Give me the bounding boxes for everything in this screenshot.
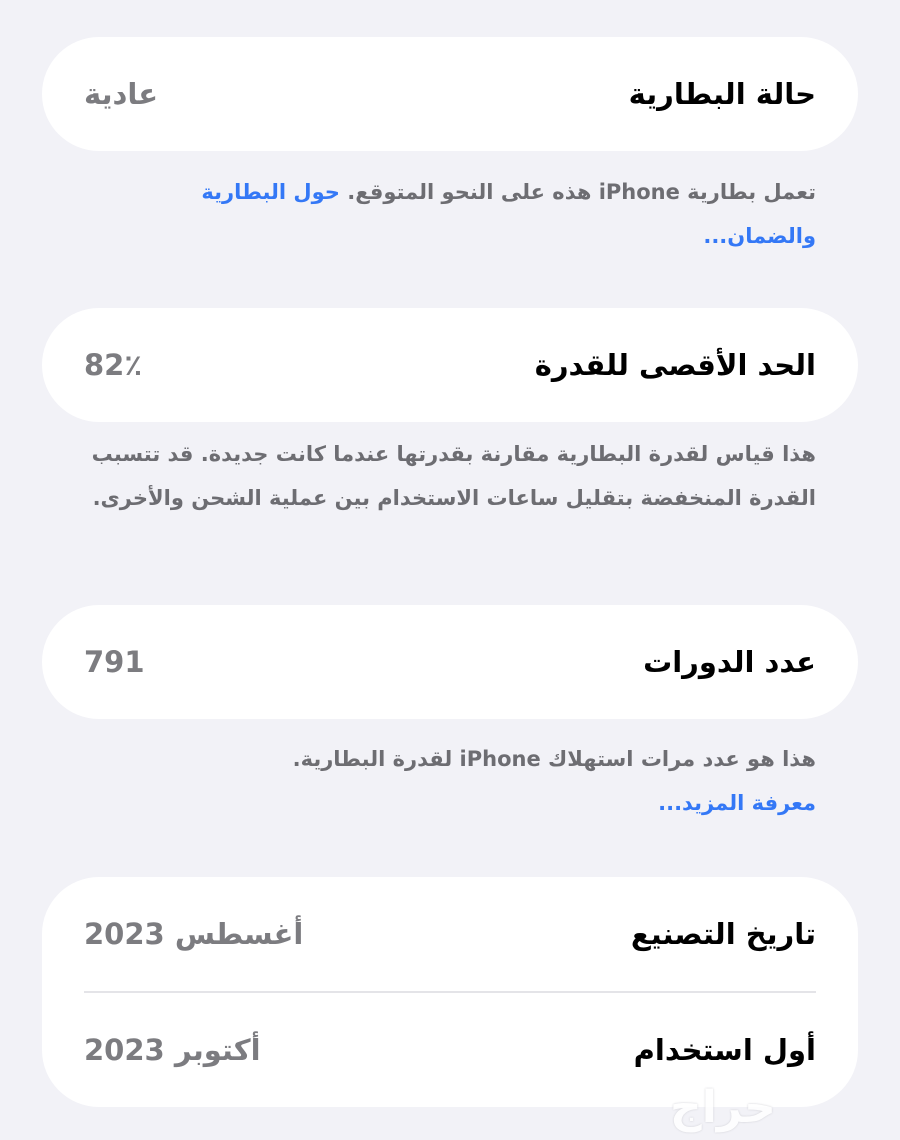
max-capacity-value: 82٪: [84, 348, 143, 382]
battery-health-description: تعمل بطارية iPhone هذه على النحو المتوقع.: [347, 180, 816, 204]
cycle-count-card: [42, 605, 858, 719]
dates-card: [42, 877, 858, 1107]
battery-health-value: عادية: [84, 77, 159, 111]
max-capacity-description: هذا قياس لقدرة البطارية مقارنة بقدرتها عندما كانت جديدة. قد تتسبب القدرة المنخفضة بتقليل ساعات الاستخدام بين عملية الشحن والأخرى.: [91, 442, 816, 510]
cycle-count-footer: [84, 737, 816, 825]
cycle-count-label: عدد الدورات: [643, 645, 816, 679]
manufacture-date-label: تاريخ التصنيع: [630, 917, 816, 951]
max-capacity-label: الحد الأقصى للقدرة: [534, 348, 816, 382]
haraj-watermark: حراج: [670, 1082, 776, 1133]
first-use-value: أكتوبر 2023: [84, 1033, 261, 1067]
about-battery-warranty-link[interactable]: حول البطارية والضمان...: [201, 180, 816, 248]
battery-health-footer: [84, 170, 816, 258]
cycle-count-value: 791: [84, 645, 145, 679]
learn-more-link[interactable]: معرفة المزيد...: [658, 791, 816, 815]
first-use-label: أول استخدام: [633, 1033, 816, 1067]
battery-health-label: حالة البطارية: [628, 77, 816, 111]
manufacture-date-row: [42, 877, 858, 991]
battery-health-card: [42, 37, 858, 151]
max-capacity-card: [42, 308, 858, 422]
manufacture-date-value: أغسطس 2023: [84, 917, 304, 951]
cycle-count-description: هذا هو عدد مرات استهلاك iPhone لقدرة البطارية.: [292, 747, 816, 771]
